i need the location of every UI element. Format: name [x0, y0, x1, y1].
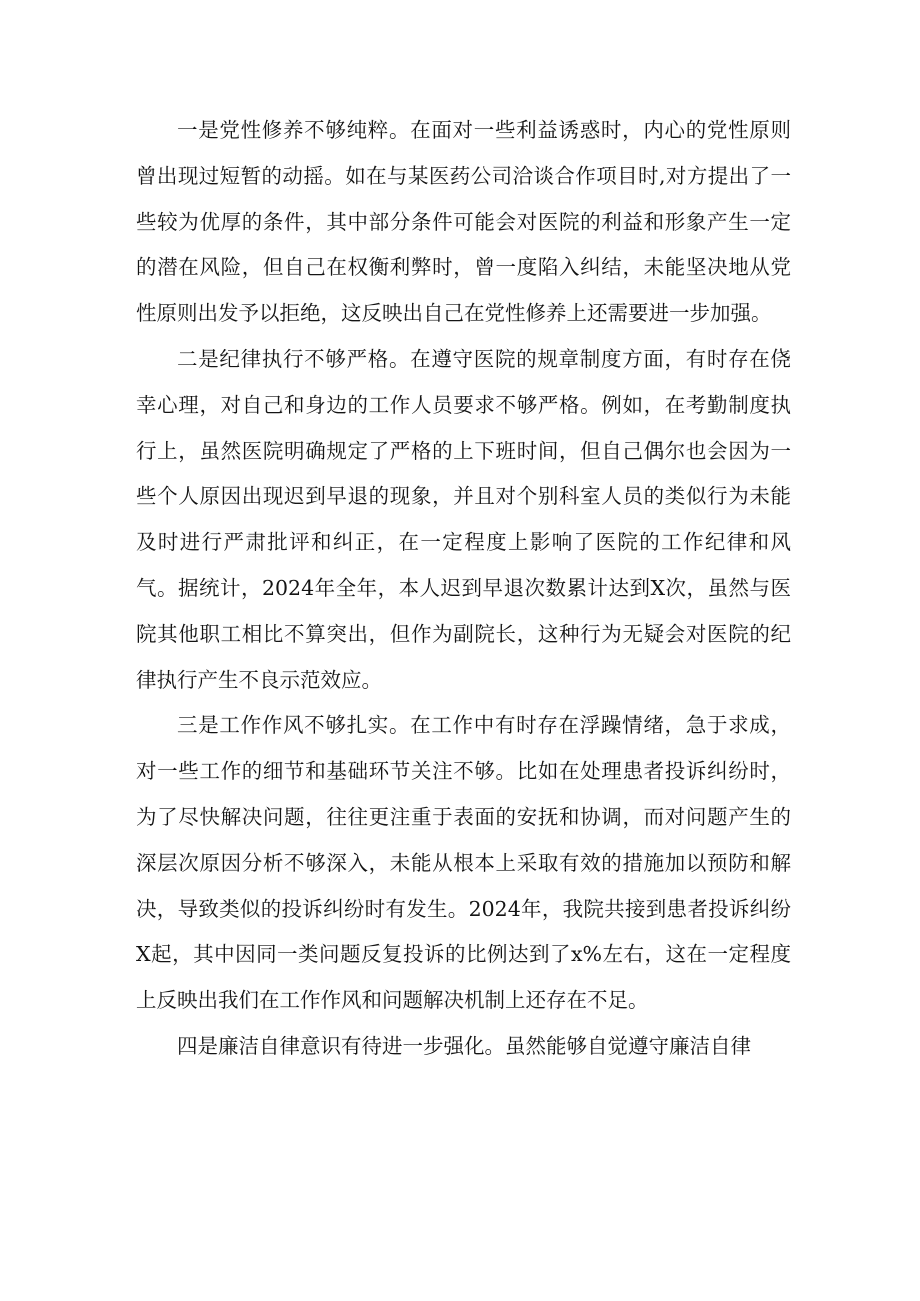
document-body — [136, 108, 791, 1070]
paragraph-work-style: 三是工作作风不够扎实。在工作中有时存在浮躁情绪，急于求成，对一些工作的细节和基础环节关注不够。比如在处理患者投诉纠纷时，为了尽快解决问题，往往更注重于表面的安抚和协调，而对问题产生的深层次原因分析不够深入，未能从根本上采取有效的措施加以预防和解决，导致类似的投诉纠纷时有发生。2024年，我院共接到患者投诉纠纷X起，其中因同一类问题反复投诉的比例达到了x%左右，这在一定程度上反映出我们在工作作风和问题解决机制上还存在不足。 — [136, 713, 791, 1013]
paragraph-party-spirit: 一是党性修养不够纯粹。在面对一些利益诱惑时，内心的党性原则曾出现过短暂的动摇。如在与某医药公司洽谈合作项目时,对方提出了一些较为优厚的条件，其中部分条件可能会对医院的利益和形象产生一定的潜在风险，但自己在权衡利弊时，曾一度陷入纠结，未能坚决地从党性原则出发予以拒绝，这反映出自己在党性修养上还需要进一步加强。 — [136, 118, 791, 326]
paragraph-integrity: 四是廉洁自律意识有待进一步强化。虽然能够自觉遵守廉洁自律 — [177, 1033, 751, 1058]
paragraph-discipline: 二是纪律执行不够严格。在遵守医院的规章制度方面，有时存在侥幸心理，对自己和身边的工作人员要求不够严格。例如，在考勤制度执行上，虽然医院明确规定了严格的上下班时间，但自己偶尔也会因为一些个人原因出现迟到早退的现象，并且对个别科室人员的类似行为未能及时进行严肃批评和纠正，在一定程度上影响了医院的工作纪律和风气。据统计，2024年全年，本人迟到早退次数累计达到X次，虽然与医院其他职工相比不算突出，但作为副院长，这种行为无疑会对医院的纪律执行产生不良示范效应。 — [136, 346, 791, 692]
